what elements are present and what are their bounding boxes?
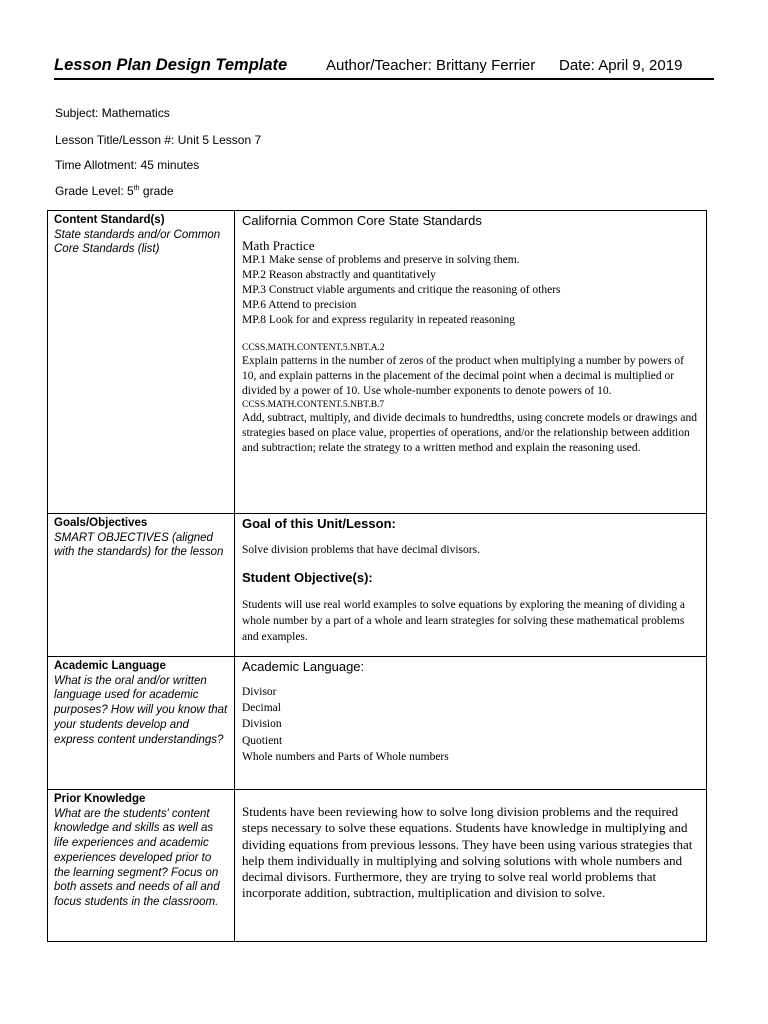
practice-item: MP.8 Look for and express regularity in repeated reasoning	[242, 314, 516, 326]
term-item: Division	[242, 718, 282, 731]
objective-text: Students will use real world examples to solve equations by exploring the meaning of dividing a whole number by a part of a whole and learn strategies for solving these mathematical problems and examples.	[242, 599, 685, 643]
content-standards-content-cell	[235, 211, 707, 514]
academic-language-content-cell	[235, 657, 707, 790]
prior-knowledge-text: Students have been reviewing how to solve long division problems and the required steps necessary to solve these equations. Students have knowledge in multiplying and dividing equations from previous lessons. They have been using various strategies that help them individually in multiplying and solving solutions with whole numbers and decimal divisors. Furthermore, they are trying to solve real world problems that incorporate addition, subtraction, multiplication and division to solve.	[242, 804, 693, 901]
term-item: Decimal	[242, 702, 281, 715]
content-standards-description: State standards and/or Common Core Standards (list)	[54, 228, 221, 256]
content-standards-label-cell	[48, 211, 235, 514]
date-label: Date: April 9, 2019	[559, 57, 683, 74]
document-header	[54, 56, 714, 80]
content-standards-row	[48, 211, 707, 514]
prior-knowledge-content-cell	[235, 790, 707, 942]
standards-heading: California Common Core State Standards	[242, 213, 482, 228]
academic-language-label-cell	[48, 657, 235, 790]
academic-language-label: Academic Language	[54, 660, 166, 672]
document-title: Lesson Plan Design Template	[54, 56, 288, 74]
grade-level-prefix: Grade Level: 5	[55, 184, 134, 198]
goals-label: Goals/Objectives	[54, 517, 148, 529]
grade-level-suffix: grade	[139, 184, 174, 198]
goal-text: Solve division problems that have decimal divisors.	[242, 544, 480, 556]
grade-level-line	[55, 184, 174, 198]
term-item: Divisor	[242, 686, 277, 698]
lesson-title-line: Lesson Title/Lesson #: Unit 5 Lesson 7	[55, 133, 262, 147]
subject-line: Subject: Mathematics	[55, 106, 170, 120]
goals-label-cell	[48, 514, 235, 657]
term-item: Quotient	[242, 734, 283, 747]
prior-knowledge-description: What are the students' content knowledge and skills as well as life experiences and academic experiences developed prior to the learning segment? Focus on both assets and needs of all and focus students in the classroom.	[54, 807, 220, 908]
practice-item: MP.1 Make sense of problems and preserve in solving them.	[242, 254, 520, 266]
academic-language-heading: Academic Language:	[242, 659, 365, 674]
goals-row	[48, 514, 707, 657]
standard-text: Explain patterns in the number of zeros of the product when multiplying a number by powers of 10, and explain patterns in the placement of the decimal point when a decimal is multiplied or divided by a power of 10. Use whole-number exponents to denote powers of 10.	[242, 355, 685, 397]
objective-heading: Student Objective(s):	[242, 570, 373, 585]
prior-knowledge-row	[48, 790, 707, 942]
standard-code: CCSS.MATH.CONTENT.5.NBT.B.7	[242, 400, 385, 410]
grade-level-sup: th	[133, 185, 140, 192]
content-standards-label: Content Standard(s)	[54, 214, 165, 226]
prior-knowledge-label-cell	[48, 790, 235, 942]
math-practice-heading: Math Practice	[242, 238, 315, 253]
practice-item: MP.6 Attend to precision	[242, 299, 357, 311]
prior-knowledge-label: Prior Knowledge	[54, 793, 146, 805]
author-label: Author/Teacher: Brittany Ferrier	[326, 57, 536, 74]
goals-description: SMART OBJECTIVES (aligned with the standards) for the lesson	[54, 531, 224, 559]
standard-code: CCSS.MATH.CONTENT.5.NBT.A.2	[242, 343, 385, 353]
standard-text: Add, subtract, multiply, and divide decimals to hundredths, using concrete models or drawings and strategies based on place value, properties of operations, and/or the relationship between addition and subtraction; relate the strategy to a written method and explain the reasoning used.	[242, 412, 698, 454]
time-allotment-line: Time Allotment: 45 minutes	[55, 158, 200, 172]
goals-content-cell	[235, 514, 707, 657]
academic-language-row	[48, 657, 707, 790]
term-item: Whole numbers and Parts of Whole numbers	[242, 750, 449, 763]
practice-item: MP.3 Construct viable arguments and critique the reasoning of others	[242, 284, 561, 296]
academic-language-description: What is the oral and/or written language used for academic purposes? How will you know that your students develop and express content understandings?	[54, 674, 228, 746]
goal-heading: Goal of this Unit/Lesson:	[242, 516, 396, 531]
practice-item: MP.2 Reason abstractly and quantitatively	[242, 269, 436, 281]
lesson-plan-table	[47, 210, 707, 942]
